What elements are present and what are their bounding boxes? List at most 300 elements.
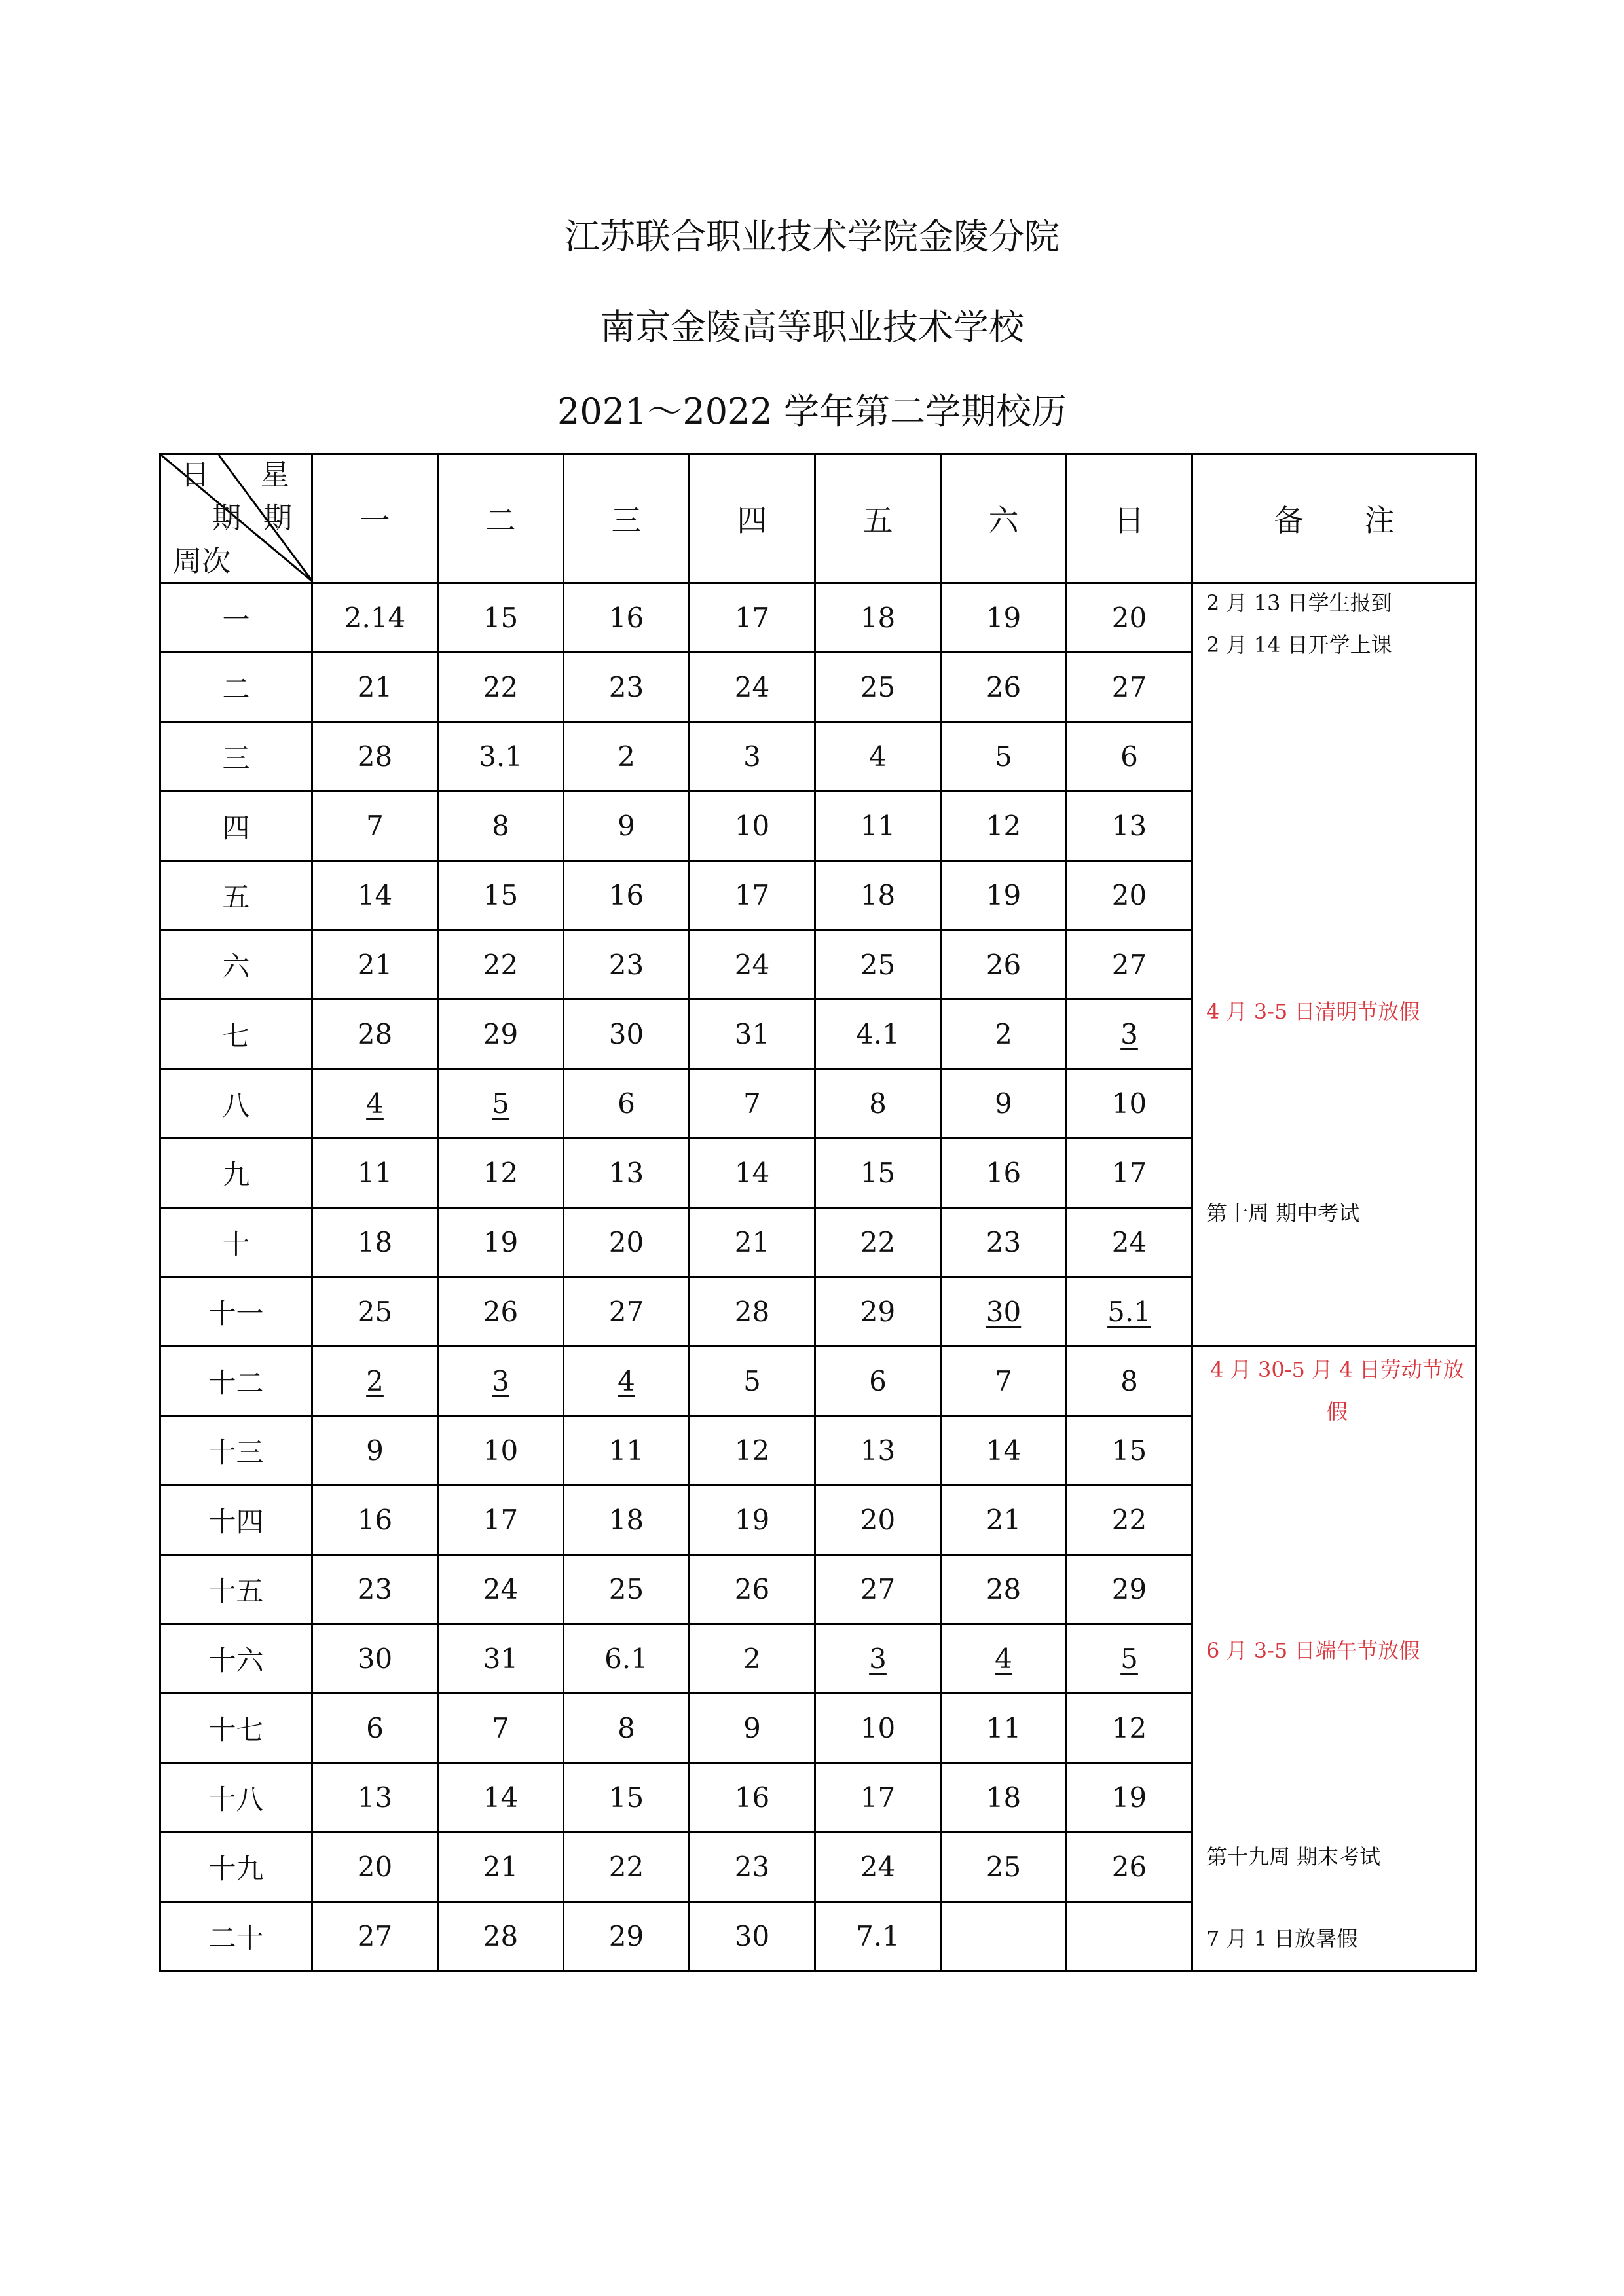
date-cell <box>438 1624 564 1694</box>
date-value: 22 <box>1111 1504 1147 1536</box>
date-value: 2 <box>366 1365 384 1397</box>
date-cell <box>564 1902 690 1971</box>
header-day-fri: 五 <box>815 454 941 583</box>
week-number: 十五 <box>160 1555 312 1624</box>
date-value: 8 <box>618 1712 635 1744</box>
date-cell <box>1067 583 1192 653</box>
date-value: 17 <box>483 1504 519 1536</box>
corner-zhouci: 周次 <box>173 545 231 578</box>
date-value: 18 <box>986 1781 1022 1813</box>
date-cell <box>312 792 438 861</box>
date-cell <box>564 1416 690 1485</box>
date-cell <box>690 1277 815 1347</box>
date-value: 11 <box>608 1434 644 1467</box>
date-value: 3 <box>1120 1018 1138 1050</box>
date-value: 27 <box>1111 671 1147 703</box>
date-value: 20 <box>1111 879 1147 911</box>
date-cell <box>690 1208 815 1277</box>
date-value: 3.1 <box>479 740 523 773</box>
date-cell <box>1067 861 1192 930</box>
date-value: 8 <box>1120 1365 1138 1397</box>
date-value: 15 <box>860 1157 896 1189</box>
date-cell <box>564 1485 690 1555</box>
date-cell <box>815 1485 941 1555</box>
date-cell <box>690 1832 815 1902</box>
week-number: 十一 <box>160 1277 312 1347</box>
date-value: 7 <box>743 1087 761 1120</box>
date-value: 7 <box>492 1712 509 1744</box>
date-cell <box>564 653 690 722</box>
date-cell <box>690 1694 815 1763</box>
date-value: 20 <box>608 1226 644 1258</box>
note-registration: 2 月 13 日学生报到 <box>1206 591 1392 615</box>
date-cell <box>564 1000 690 1069</box>
date-cell <box>312 1069 438 1139</box>
date-cell <box>941 1485 1067 1555</box>
note-labor-day-holiday: 4 月 30-5 月 4 日劳动节放假 <box>1210 1357 1464 1424</box>
header-day-sun: 日 <box>1067 454 1192 583</box>
date-cell <box>1067 1208 1192 1277</box>
date-value: 25 <box>608 1573 644 1605</box>
notes-cell-upper <box>1192 583 1477 1347</box>
date-value: 26 <box>483 1296 519 1328</box>
date-value: 3 <box>743 740 761 773</box>
week-number: 十二 <box>160 1347 312 1416</box>
date-cell <box>438 1277 564 1347</box>
date-cell <box>815 1347 941 1416</box>
date-value: 27 <box>860 1573 896 1605</box>
date-value: 6 <box>1120 740 1138 773</box>
date-value: 19 <box>986 602 1022 634</box>
header-corner-cell <box>160 454 312 583</box>
date-value: 15 <box>1111 1434 1147 1467</box>
date-cell <box>564 583 690 653</box>
date-value: 2 <box>995 1018 1012 1050</box>
date-cell <box>564 1694 690 1763</box>
corner-qi1: 期 <box>212 501 241 535</box>
date-value: 9 <box>743 1712 761 1744</box>
date-value: 11 <box>860 810 896 842</box>
week-number: 十六 <box>160 1624 312 1694</box>
date-value: 13 <box>860 1434 896 1467</box>
date-cell <box>815 653 941 722</box>
date-cell <box>312 1485 438 1555</box>
corner-qi2: 期 <box>263 501 292 535</box>
date-cell <box>312 1555 438 1624</box>
date-value: 7 <box>995 1365 1012 1397</box>
date-cell <box>815 1069 941 1139</box>
date-cell <box>941 930 1067 1000</box>
date-value: 28 <box>357 1018 393 1050</box>
week-row <box>160 1347 1477 1416</box>
date-cell <box>941 1902 1067 1971</box>
date-cell <box>690 653 815 722</box>
week-number: 八 <box>160 1069 312 1139</box>
date-cell <box>941 1069 1067 1139</box>
date-cell <box>815 1694 941 1763</box>
date-value: 26 <box>734 1573 770 1605</box>
date-value: 20 <box>357 1851 393 1883</box>
date-cell <box>312 722 438 792</box>
note-classes-begin: 2 月 14 日开学上课 <box>1206 632 1392 657</box>
date-value: 4 <box>366 1087 384 1120</box>
date-cell <box>690 1902 815 1971</box>
date-value: 14 <box>483 1781 519 1813</box>
date-value: 10 <box>483 1434 519 1467</box>
date-value: 18 <box>860 879 896 911</box>
week-number: 十八 <box>160 1763 312 1832</box>
date-cell <box>312 1416 438 1485</box>
date-cell <box>564 861 690 930</box>
date-value: 29 <box>608 1920 644 1952</box>
date-value: 8 <box>492 810 509 842</box>
date-value: 13 <box>357 1781 393 1813</box>
date-cell <box>312 1208 438 1277</box>
date-cell <box>690 583 815 653</box>
date-cell <box>312 1624 438 1694</box>
note-final-exam: 第十九周 期末考试 <box>1206 1844 1381 1869</box>
date-cell <box>690 861 815 930</box>
date-value: 10 <box>1111 1087 1147 1120</box>
date-value: 17 <box>860 1781 896 1813</box>
date-cell <box>1067 1555 1192 1624</box>
date-value: 4 <box>995 1643 1012 1675</box>
date-value: 16 <box>986 1157 1022 1189</box>
week-number: 十 <box>160 1208 312 1277</box>
date-cell <box>1067 722 1192 792</box>
date-value: 23 <box>608 671 644 703</box>
date-value: 12 <box>1111 1712 1147 1744</box>
date-cell <box>438 930 564 1000</box>
date-cell <box>815 1208 941 1277</box>
date-value: 18 <box>608 1504 644 1536</box>
date-cell <box>438 1902 564 1971</box>
calendar-title: 2021～2022 学年第二学期校历 <box>557 391 1067 432</box>
date-value: 27 <box>357 1920 393 1952</box>
date-value: 19 <box>986 879 1022 911</box>
date-cell <box>564 722 690 792</box>
date-value: 17 <box>1111 1157 1147 1189</box>
week-number: 十三 <box>160 1416 312 1485</box>
header-notes: 备 注 <box>1192 454 1477 583</box>
date-cell <box>815 722 941 792</box>
date-value: 12 <box>986 810 1022 842</box>
date-cell <box>564 1069 690 1139</box>
date-value: 21 <box>734 1226 770 1258</box>
date-value: 5 <box>492 1087 509 1120</box>
date-cell <box>564 1832 690 1902</box>
date-value: 2.14 <box>344 602 406 634</box>
date-cell <box>438 583 564 653</box>
note-dragon-boat-holiday: 6 月 3-5 日端午节放假 <box>1206 1638 1420 1663</box>
date-cell <box>1067 1624 1192 1694</box>
date-cell <box>564 792 690 861</box>
date-cell <box>438 1694 564 1763</box>
date-value: 25 <box>860 949 896 981</box>
date-value: 24 <box>734 671 770 703</box>
corner-xing: 星 <box>261 458 289 492</box>
date-value: 14 <box>357 879 393 911</box>
note-midterm-exam: 第十周 期中考试 <box>1206 1201 1360 1226</box>
date-value: 10 <box>734 810 770 842</box>
date-cell <box>564 1347 690 1416</box>
date-value: 24 <box>734 949 770 981</box>
date-cell <box>815 1139 941 1208</box>
date-value: 30 <box>608 1018 644 1050</box>
date-value: 6 <box>366 1712 384 1744</box>
date-value: 17 <box>734 879 770 911</box>
date-value: 9 <box>995 1087 1012 1120</box>
date-cell <box>941 1000 1067 1069</box>
date-value: 7.1 <box>856 1920 900 1952</box>
date-value: 6 <box>869 1365 887 1397</box>
date-value: 15 <box>483 602 519 634</box>
date-cell <box>312 1277 438 1347</box>
date-value: 28 <box>986 1573 1022 1605</box>
date-value: 26 <box>1111 1851 1147 1883</box>
date-value: 13 <box>608 1157 644 1189</box>
date-cell <box>312 653 438 722</box>
date-cell <box>564 930 690 1000</box>
date-value: 28 <box>734 1296 770 1328</box>
date-value: 9 <box>618 810 635 842</box>
date-cell <box>564 1555 690 1624</box>
date-value: 24 <box>483 1573 519 1605</box>
date-cell <box>564 1139 690 1208</box>
date-cell <box>1067 930 1192 1000</box>
date-value: 22 <box>608 1851 644 1883</box>
week-number: 十九 <box>160 1832 312 1902</box>
date-value: 28 <box>357 740 393 773</box>
date-value: 27 <box>608 1296 644 1328</box>
week-number: 二 <box>160 653 312 722</box>
date-value: 12 <box>734 1434 770 1467</box>
date-cell <box>312 1000 438 1069</box>
date-cell <box>815 1416 941 1485</box>
school-subtitle: 南京金陵高等职业技术学校 <box>600 306 1024 348</box>
date-value: 16 <box>608 602 644 634</box>
header-day-tue: 二 <box>438 454 564 583</box>
school-title: 江苏联合职业技术学院金陵分院 <box>564 216 1060 257</box>
date-value: 15 <box>483 879 519 911</box>
date-cell <box>815 583 941 653</box>
date-cell <box>941 1347 1067 1416</box>
date-value: 22 <box>483 671 519 703</box>
date-cell <box>941 1139 1067 1208</box>
header-day-wed: 三 <box>564 454 690 583</box>
date-value: 3 <box>492 1365 509 1397</box>
date-cell <box>312 1139 438 1208</box>
date-cell <box>690 1763 815 1832</box>
date-cell <box>438 1763 564 1832</box>
week-number: 一 <box>160 583 312 653</box>
date-value: 14 <box>986 1434 1022 1467</box>
date-cell <box>815 1902 941 1971</box>
date-cell <box>941 861 1067 930</box>
date-value: 12 <box>483 1157 519 1189</box>
date-value: 7 <box>366 810 384 842</box>
date-value: 14 <box>734 1157 770 1189</box>
date-cell <box>438 1000 564 1069</box>
date-cell <box>815 1555 941 1624</box>
date-cell <box>438 1416 564 1485</box>
week-number: 十七 <box>160 1694 312 1763</box>
date-value: 6.1 <box>604 1643 648 1675</box>
date-value: 25 <box>357 1296 393 1328</box>
date-value: 5 <box>1120 1643 1138 1675</box>
date-value: 19 <box>483 1226 519 1258</box>
date-cell <box>438 653 564 722</box>
date-value: 22 <box>483 949 519 981</box>
date-value: 29 <box>1111 1573 1147 1605</box>
date-value: 29 <box>483 1018 519 1050</box>
date-value: 16 <box>357 1504 393 1536</box>
date-cell <box>941 792 1067 861</box>
date-value: 22 <box>860 1226 896 1258</box>
date-value: 3 <box>869 1643 887 1675</box>
date-cell <box>1067 1485 1192 1555</box>
date-value: 21 <box>357 949 393 981</box>
date-value: 11 <box>357 1157 393 1189</box>
date-value: 25 <box>986 1851 1022 1883</box>
date-cell <box>941 1555 1067 1624</box>
date-value: 24 <box>1111 1226 1147 1258</box>
date-value: 23 <box>986 1226 1022 1258</box>
week-number: 六 <box>160 930 312 1000</box>
date-value: 5 <box>743 1365 761 1397</box>
date-cell <box>815 792 941 861</box>
date-value: 30 <box>734 1920 770 1952</box>
date-value: 13 <box>1111 810 1147 842</box>
date-value: 19 <box>734 1504 770 1536</box>
date-cell <box>690 1347 815 1416</box>
date-cell <box>690 1139 815 1208</box>
date-cell <box>312 1763 438 1832</box>
week-number: 二十 <box>160 1902 312 1971</box>
header-day-thu: 四 <box>690 454 815 583</box>
date-value: 4.1 <box>856 1018 900 1050</box>
week-number: 三 <box>160 722 312 792</box>
date-value: 23 <box>608 949 644 981</box>
date-cell <box>1067 1832 1192 1902</box>
date-value: 4 <box>869 740 887 773</box>
date-value: 26 <box>986 671 1022 703</box>
date-cell <box>438 1069 564 1139</box>
date-cell <box>815 861 941 930</box>
date-value: 16 <box>608 879 644 911</box>
date-value: 23 <box>734 1851 770 1883</box>
date-cell <box>438 722 564 792</box>
date-cell <box>438 1347 564 1416</box>
date-value: 11 <box>986 1712 1022 1744</box>
date-value: 20 <box>1111 602 1147 634</box>
date-cell <box>564 1763 690 1832</box>
date-value: 30 <box>986 1296 1022 1328</box>
date-cell <box>1067 1139 1192 1208</box>
week-row <box>160 583 1477 653</box>
date-cell <box>312 930 438 1000</box>
date-cell <box>690 1624 815 1694</box>
date-cell <box>815 1624 941 1694</box>
date-value: 24 <box>860 1851 896 1883</box>
date-value: 19 <box>1111 1781 1147 1813</box>
date-cell <box>438 1555 564 1624</box>
date-value: 16 <box>734 1781 770 1813</box>
date-cell <box>941 1416 1067 1485</box>
date-cell <box>941 722 1067 792</box>
date-cell <box>815 1832 941 1902</box>
date-value: 28 <box>483 1920 519 1952</box>
corner-ri: 日 <box>181 458 210 492</box>
date-cell <box>564 1277 690 1347</box>
date-cell <box>312 1347 438 1416</box>
date-cell <box>564 1624 690 1694</box>
date-cell <box>690 722 815 792</box>
date-value: 27 <box>1111 949 1147 981</box>
date-value: 8 <box>869 1087 887 1120</box>
date-cell <box>312 1902 438 1971</box>
week-number: 四 <box>160 792 312 861</box>
date-cell <box>312 1694 438 1763</box>
date-cell <box>1067 792 1192 861</box>
date-value: 29 <box>860 1296 896 1328</box>
date-cell <box>1067 1416 1192 1485</box>
date-value: 5.1 <box>1107 1296 1151 1328</box>
date-value: 26 <box>986 949 1022 981</box>
date-value: 6 <box>618 1087 635 1120</box>
date-cell <box>438 1139 564 1208</box>
header-day-mon: 一 <box>312 454 438 583</box>
week-number: 九 <box>160 1139 312 1208</box>
date-cell <box>1067 653 1192 722</box>
header-day-sat: 六 <box>941 454 1067 583</box>
week-number: 十四 <box>160 1485 312 1555</box>
date-cell <box>815 1763 941 1832</box>
date-cell <box>690 1069 815 1139</box>
notes-cell-lower <box>1192 1347 1477 1971</box>
date-value: 18 <box>357 1226 393 1258</box>
date-cell <box>438 1832 564 1902</box>
date-value: 9 <box>366 1434 384 1467</box>
date-cell <box>1067 1277 1192 1347</box>
date-cell <box>941 1694 1067 1763</box>
date-cell <box>690 1416 815 1485</box>
date-cell <box>438 792 564 861</box>
date-value: 17 <box>734 602 770 634</box>
date-value: 10 <box>860 1712 896 1744</box>
date-value: 21 <box>483 1851 519 1883</box>
date-cell <box>941 653 1067 722</box>
date-cell <box>690 930 815 1000</box>
note-summer-vacation: 7 月 1 日放暑假 <box>1206 1926 1358 1951</box>
date-cell <box>1067 1902 1192 1971</box>
week-number: 五 <box>160 861 312 930</box>
date-cell <box>690 1485 815 1555</box>
date-cell <box>815 1277 941 1347</box>
date-cell <box>941 583 1067 653</box>
date-value: 20 <box>860 1504 896 1536</box>
date-value: 2 <box>743 1643 761 1675</box>
date-cell <box>690 792 815 861</box>
date-cell <box>438 1485 564 1555</box>
date-cell <box>1067 1069 1192 1139</box>
date-cell <box>941 1277 1067 1347</box>
date-cell <box>941 1832 1067 1902</box>
date-cell <box>690 1000 815 1069</box>
date-cell <box>312 1832 438 1902</box>
date-cell <box>312 861 438 930</box>
date-value: 21 <box>986 1504 1022 1536</box>
